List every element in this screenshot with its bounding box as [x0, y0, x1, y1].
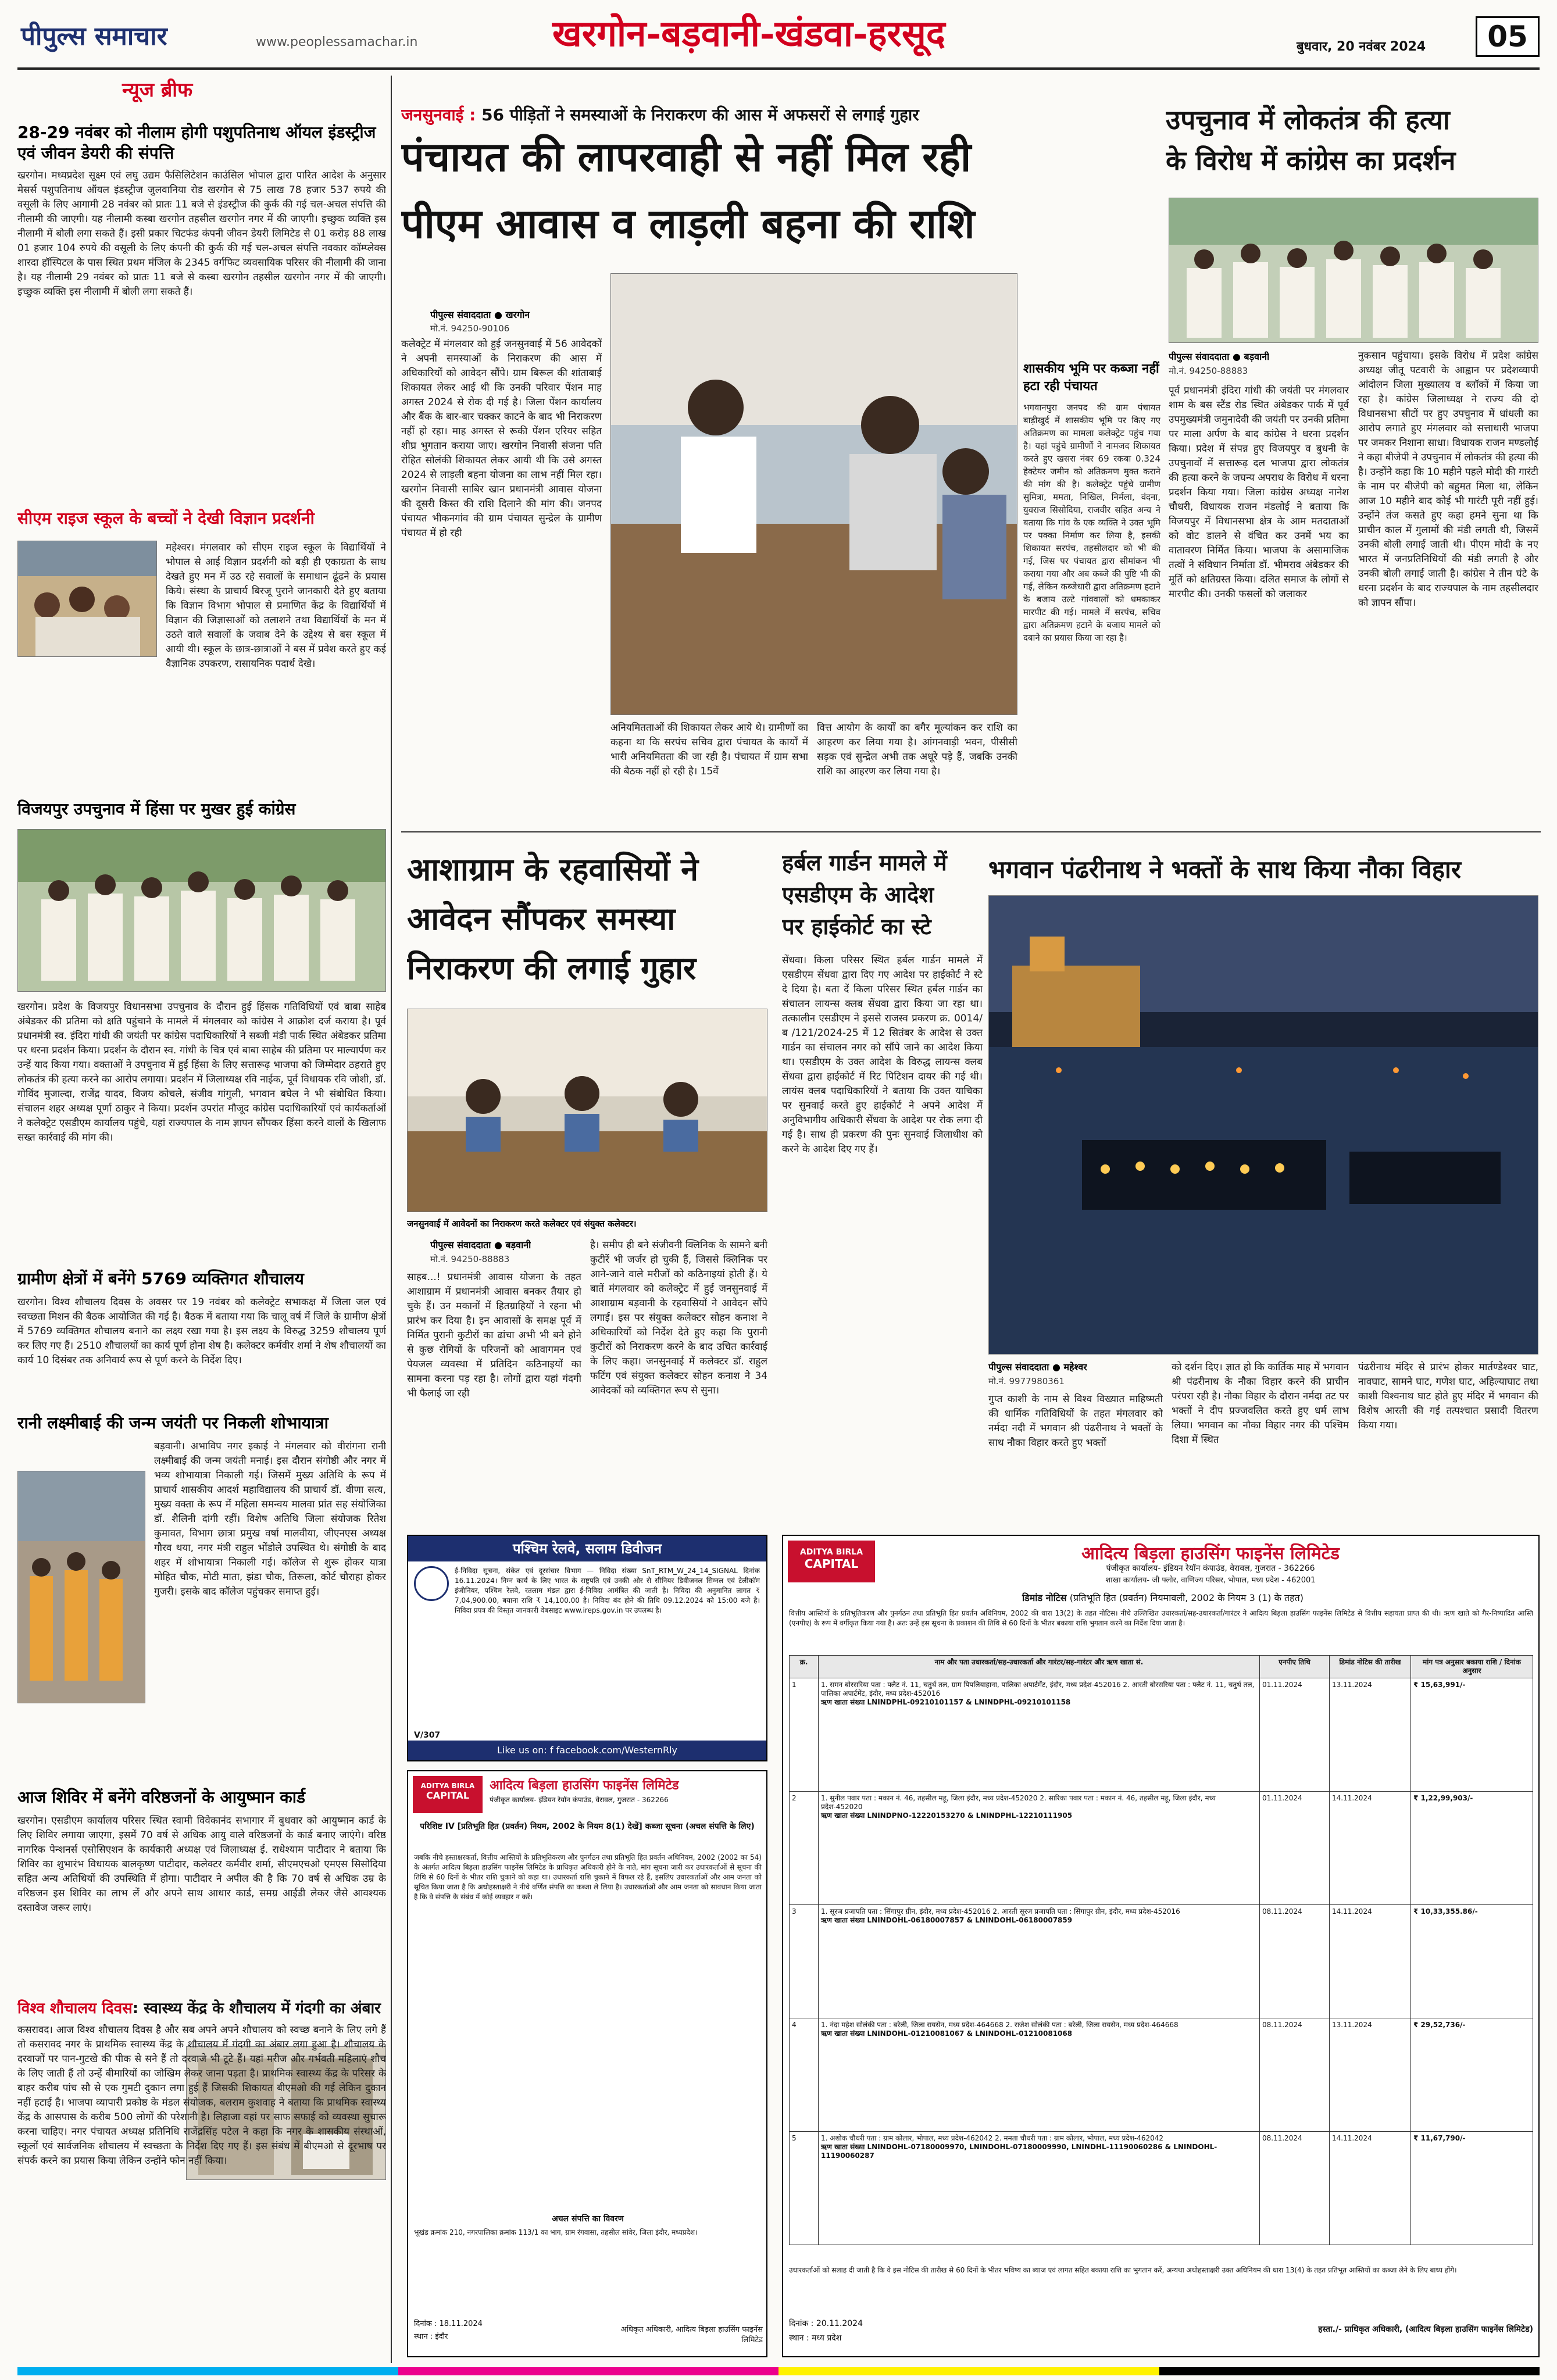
row-npa: 01.11.2024: [1260, 1792, 1330, 1905]
abhfl-big-sub2: शाखा कार्यालय- जी फ्लोर, वाणिज्य परिसर, भोपाल, मध्य प्रदेश - 462001: [1105, 1576, 1316, 1585]
row-notice-date: 14.11.2024: [1330, 2132, 1411, 2245]
brief-1-title: 28-29 नवंबर को नीलाम होगी पशुपतिनाथ ऑयल इंडस्ट्रीज एवं जीवन डेयरी की संपत्ति: [17, 123, 376, 163]
row-name: [819, 1792, 1260, 1905]
ashagram-headline-1: आशाग्राम के रहवासियों ने: [407, 850, 699, 888]
railway-code: V/307: [414, 1731, 441, 1740]
row-loan: ऋण खाता संख्या LNINDPNO-12220153270 & LNINDPHL-12210111905: [821, 1811, 1073, 1820]
row-no: 2: [790, 1792, 819, 1905]
abhfl-small-date: दिनांक : 18.11.2024: [414, 2320, 483, 2328]
herbal-body: सेंधवा। किला परिसर स्थित हर्बल गार्डन मामले में एसडीएम सेंधवा द्वारा दिए गए आदेश पर हाईकोर्ट ने स्टे दे दिया है। बता दें किला परिसर स्थित हर्बल गार्डन का संचालन लायन्स क्लब सेंधवा द्वारा किया जा रहा था। तत्कालीन एसडीएम ने इससे राजस्व प्रकरण क्र. 0014/ब /121/2024-25 में 12 सितंबर के आदेश से उक्त गार्डन का संचालन नगर को सौंपे जाने का आदेश किया था। एसडीएम के उक्त आदेश के विरुद्ध लायन्स क्लब सेंधवा द्वारा हाईकोर्ट में रिट पिटिशन दायर की गई थी। लायंस क्लब पदाधिकारियों ने बताया कि उक्त याचिका पर सुनवाई करते हुए हाईकोर्ट ने अपने आदेश में अनुविभागीय अधिकारी सेंधवा के आदेश पर रोक लगा दी गई है। साथ ही प्रकरण की पुनः सुनवाई जिलाधीश को करने के आदेश दिए गए हैं।: [782, 955, 983, 1155]
brief-3-body: खरगोन। प्रदेश के विजयपुर विधानसभा उपचुनाव के दौरान हुई हिंसक गतिविधियों एवं बाबा साहेब अंबेडकर की प्रतिमा को क्षति पहुंचाने के मामले में मंगलवार को कांग्रेस ने आक्रोश दर्ज कराया है। पूर्व प्रधानमंत्री स्व. इंदिरा गांधी की जयंती पर कांग्रेस पदाधिकारियों ने सब्जी मंडी पार्क स्थित अंबेडकर प्रतिमा पर धरना प्रदर्शन किया। प्रदर्शन के दौरान स्व. गांधी के चित्र एवं बाबा साहेब की प्रतिमा पर माल्यार्पण कर उन्हें याद किया गया। वक्ताओं ने उपचुनाव में हुई हिंसा के लिए सत्तारूढ़ भाजपा को जिम्मेदार ठहराते हुए लोकतंत्र की हत्या करने का आरोप लगाया। प्रदर्शन में जिलाध्यक्ष रवि नाईक, पूर्व विधायक रवि जोशी, डॉ. गोविंद मुजाल्दा, राजेंद्र यादव, विजय कोचले, संजीव गांगुली, भगवान बघेल ने भी संबोधित किया। संचालन शहर अध्यक्ष पूर्णा ठाकुर ने किया। प्रदर्शन उपरांत मौजूद कांग्रेस पदाधिकारियों एवं कार्यकर्ताओं ने कलेक्ट्रेट एसडीएम कार्यालय पहुंचे, यहां राज्यपाल के नाम ज्ञापन सौंपकर हिंसा करने वालों के खिलाफ सख्त कार्रवाई की मांग की।: [17, 1001, 386, 1143]
row-notice-date: 14.11.2024: [1330, 1905, 1411, 2018]
brief-5-body: बड़वानी। अभाविप नगर इकाई ने मंगलवार को वीरांगना रानी लक्ष्मीबाई की जन्म जयंती मनाई। इस दौरान संगोष्ठी और नगर में भव्य शोभायात्रा निकाली गई। जिसमें मुख्य अतिथि के रूप में प्राचार्य शासकीय आदर्श महाविद्यालय की प्राचार्य डॉ. वीणा सत्य, मुख्य वक्ता के रूप में महिला समन्वय मालवा प्रांत सह संयोजिका डॉ. शैलिनी दांगी रहीं। विशेष अतिथि जिला संयोजक रितेश कुमावत, विभाग छात्रा प्रमुख वर्षा मालवीया, जीएनएस अध्यक्ष गौरव थया, नगर मंत्री राहुल भोंडोले उपस्थित थे। संगोष्ठी के बाद शहर में शोभायात्रा निकाली गई। कॉलेज से शुरू होकर यात्रा मोहित चौक, मोटी माता, झंडा चौक, तिरूला, कोर्ट चौराहा होकर गुजरी। इसके बाद कॉलेज पहुंचकर समाप्त हुई।: [154, 1441, 386, 1598]
night-river-illustration: [989, 896, 1538, 1355]
abhfl-small-sign: अधिकृत अधिकारी, आदित्य बिड़ला हाउसिंग फाइनेंस लिमिटेड: [620, 2325, 763, 2345]
masthead-rule: [17, 67, 1540, 70]
row-borrowers: 1. सुनील पवार पता : मकान नं. 46, तहसील महू, जिला इंदौर, मध्य प्रदेश-452020 2. सारिका पवार पता : मकान नं. 46, तहसील महू, जिला इंदौर, मध्य प्रदेश-452020: [821, 1794, 1216, 1811]
cmyk-yellow: [779, 2367, 1159, 2375]
col-sr: क्र.: [790, 1656, 819, 1678]
cmyk-black: [1159, 2367, 1540, 2375]
row-no: 5: [790, 2132, 819, 2245]
protest-illustration: [18, 830, 386, 992]
row-borrowers: 1. अशोक चौधरी पता : ग्राम कोलार, भोपाल, मध्य प्रदेश-462042 2. ममता चौधरी पता : ग्राम कोलार, भोपाल, मध्य प्रदेश-462042: [821, 2134, 1164, 2142]
row-no: 3: [790, 1905, 819, 2018]
procession-illustration: [18, 1471, 145, 1703]
abhfl-big-sub: पंजीकृत कार्यालय- इंडियन रेयॉन कंपाउंड, वेरावल, गुजरात - 362266: [1106, 1564, 1315, 1573]
row-loan: ऋण खाता संख्या LNINDOHL-07180009970, LNINDOHL-07180009990, LNINDHL-11190060286 & LNINDOHL-11190060287: [821, 2143, 1217, 2160]
side-body: भगवानपुरा जनपद की ग्राम पंचायत बाड़ीखुर्द में शासकीय भूमि पर किए गए अतिक्रमण का मामला कलेक्ट्रेट पहुंच गया है। यहां पहुंचे ग्रामीणों ने नामजद शिकायत करते हुए खसरा नंबर 69 रकबा 0.324 हेक्टेयर जमीन को अतिक्रमण मुक्त कराने की मांग की है। कलेक्ट्रेट पहुंचे ग्रामीण सुमित्रा, ममता, निखिल, निर्मला, वंदना, युवराज सिसोदिया, राजवीर सहित अन्य ने बताया कि गांव के एक व्यक्ति ने उक्त भूमि पर पक्का निर्माण कर लिया है, इसकी शिकायत सरपंच, तहसीलदार को भी की गई, जिस पर पंचायत द्वारा सीमांकन भी कराया गया और अब कब्जे की पुष्टि भी की गई, लेकिन कब्जेधारी द्वारा अतिक्रमण हटाने के बजाय उल्टे गांववालों को धमकाकर मारपीट की गई। मामले में सरपंच, सचिव द्वारा अतिक्रमण हटाने के बजाय मामले को दबाने का प्रयास किया जा रहा है।: [1023, 402, 1160, 643]
row-npa: 01.11.2024: [1260, 1678, 1330, 1792]
brief-5-title: रानी लक्ष्मीबाई की जन्म जयंती पर निकली शोभायात्रा: [17, 1413, 328, 1432]
row-notice-date: 13.11.2024: [1330, 1678, 1411, 1792]
row-amount: ₹ 29,52,736/-: [1411, 2018, 1533, 2132]
abhfl-big-title: आदित्य बिड़ला हाउसिंग फाइनेंस लिमिटेड: [1081, 1543, 1340, 1564]
ashagram-mobile: मो.नं. 94250-88883: [430, 1254, 510, 1264]
table-row: [790, 2132, 1533, 2245]
abhfl-big-logo: [788, 1541, 875, 1582]
row-npa: 08.11.2024: [1260, 1905, 1330, 2018]
ashagram-caption: जनसुनवाई में आवेदनों का निराकरण करते कलेक्टर एवं संयुक्त कलेक्टर।: [407, 1218, 637, 1229]
boat-col-2: को दर्शन दिए। ज्ञात हो कि कार्तिक माह में भगवान श्री पंढरीनाथ के नौका विहार करने की प्राचीन परंपरा रही है। नौका विहार के दौरान नर्मदा तट पर भक्तों ने दीप प्रज्जवलित करते हुए धर्म लाभ लिया। भगवान का नौका विहार नगर की पश्चिम दिशा में स्थित: [1172, 1361, 1349, 1446]
lead-col-3: वित्त आयोग के कार्यों का बगैर मूल्यांकन कर राशि का आहरण कर लिया गया है। आंगनवाड़ी भवन, पीसीसी सड़क एवं सुन्द्रेल अभी तक अधूरे पड़े हैं, जबकि उनकी राशि का आहरण कर लिया गया है।: [817, 722, 1017, 777]
row-borrowers: 1. समन बोरसरिया पता : फ्लैट नं. 11, चतुर्थ तल, ग्राम पिपलियाहाना, पालिका अपार्टमेंट, इंदौर, मध्य प्रदेश-452016 2. आरती बोरसरिया पता : फ्लैट नं. 11, चतुर्थ तल, पालिका अपार्टमेंट, इंदौर, मध्य प्रदेश-452016: [821, 1681, 1255, 1698]
abhfl-small-logo: [413, 1776, 483, 1813]
boat-headline: भगवान पंढरीनाथ ने भक्तों के साथ किया नौका विहार: [988, 855, 1462, 884]
site-url: www.peoplessamachar.in: [256, 35, 418, 49]
col-amount: मांग पत्र अनुसार बकाया राशि / दिनांक अनुसार: [1411, 1656, 1533, 1678]
row-name: [819, 2132, 1260, 2245]
print-color-bar: [17, 2367, 1540, 2375]
brief-7-title: [17, 1999, 386, 2018]
lead-col-1: कलेक्ट्रेट में मंगलवार को हुई जनसुनवाई में 56 आवेदकों ने अपनी समस्याओं के निराकरण की आस में अधिकारियों को आवेदन सौंपे। ग्राम बिरूल की शांताबाई शिकायत लेकर आई थी कि उनकी परिवार पेंशन माह अगस्त 2024 से रोक दी गई है। जिला पेंशन कार्यालय और बैंक के बार-बार चक्कर काटने के बाद भी निराकरण नहीं हो रहा। माह अगस्त से रूकी पेंशन एरियर सहित शीघ्र भुगतान कराया जाए। खरगोन निवासी संजना पति रोहित सोलंकी शिकायत लेकर आयी थी कि उसे अगस्त 2024 से लाड़ली बहना योजना का लाभ नहीं मिल रहा। खरगोन निवासी साबिर खान प्रधानमंत्री आवास योजना की दूसरी किस्त की राशि दिलाने की मांग की। जनपद पंचायत भीकनगांव की ग्राम पंचायत सुन्द्रेल के ग्रामीण पंचायत में हो रही: [401, 338, 602, 539]
table-row: [790, 1792, 1533, 1905]
congress-byline: पीपुल्स संवाददाता ● बड़वानी: [1169, 351, 1270, 362]
row-loan: ऋण खाता संख्या LNINDOHL-01210081067 & LNINDOHL-01210081068: [821, 2029, 1073, 2038]
abhfl-small-property-title: अचल संपत्ति का विवरण: [552, 2214, 624, 2224]
table-row: [790, 2018, 1533, 2132]
abhfl-small-logo-line2: CAPITAL: [426, 1790, 470, 1801]
congress-dharna-photo: [1169, 198, 1538, 343]
abhfl-small-body: जबकि नीचे हस्ताक्षरकर्ता, वित्तीय आस्तियों के प्रतिभूतिकरण और पुनर्गठन तथा प्रतिभूति हित प्रवर्तन अधिनियम, 2002 (2002 का 54) के अंतर्गत आदित्य बिड़ला हाउसिंग फाइनेंस लिमिटेड के प्राधिकृत अधिकारी होने के नाते, मांग सूचना जारी कर उधारकर्ताओं से सूचना की तिथि से 60 दिनों के भीतर राशि चुकाने को कहा था। उधारकर्ता राशि चुकाने में विफल रहे हैं, इसलिए उधारकर्ताओं और आम जनता को सूचित किया जाता है कि अधोहस्ताक्षरी ने नीचे वर्णित संपत्ति का कब्जा ले लिया है। उधारकर्ताओं और आम जनता को सावधान किया जाता है कि वे संपत्ति के संबंध में कोई व्यवहार न करें।: [414, 1853, 762, 1901]
abhfl-big-logo-line2: CAPITAL: [804, 1557, 859, 1571]
page-number: 05: [1476, 16, 1540, 57]
row-borrowers: 1. नंदा महेश सोलंकी पता : बरेली, जिला रायसेन, मध्य प्रदेश-464668 2. राजेश सोलंकी पता : बरेली, जिला रायसेन, मध्य प्रदेश-464668: [821, 2021, 1179, 2029]
brief-4-body: खरगोन। विश्व शौचालय दिवस के अवसर पर 19 नवंबर को कलेक्ट्रेट सभाकक्ष में जिला जल एवं स्वच्छता मिशन की बैठक आयोजित की गई है। बैठक में बताया गया कि चालू वर्ष में जिले के ग्रामीण क्षेत्रों में 5769 व्यक्तिगत शौचालय बनाने का लक्ष्य रखा गया है। इस लक्ष्य के विरुद्ध 3259 शौचालय पूर्ण कर लिए गए हैं। 2510 शौचालयों का कार्य पूर्ण होना शेष है। कलेक्टर कर्मवीर शर्मा ने शेष शौचालयों का कार्य 10 दिसंबर तक अनिवार्य रूप से पूर्ण करने के निर्देश दिए।: [17, 1296, 386, 1366]
row-amount: ₹ 1,22,99,903/-: [1411, 1792, 1533, 1905]
lead-kicker: [401, 103, 1151, 126]
ashagram-headline-2: आवेदन सौंपकर समस्या: [407, 900, 676, 937]
issue-date: बुधवार, 20 नवंबर 2024: [1297, 40, 1426, 54]
col-name: नाम और पता उधारकर्ता/सह-उधारकर्ता और गारंटर/सह-गारंटर और ऋण खाता सं.: [819, 1656, 1260, 1678]
railway-footer: Like us on: f facebook.com/WesternRly: [408, 1741, 766, 1760]
row-no: 4: [790, 2018, 819, 2132]
mid-rule: [401, 831, 1541, 832]
railway-ad: [407, 1535, 767, 1761]
congress-col-2: नुकसान पहुंचाया। इसके विरोध में प्रदेश कांग्रेस अध्यक्ष जीतू पटवारी के आह्वान पर प्रदेशव्यापी आंदोलन जिला मुख्यालय व ब्लॉकों में किया जा रहा है। कांग्रेस जिलाध्यक्ष ने राज्य की दो विधानसभा सीटों पर हुए उपचुनाव में धांधली का आरोप लगाते हुए मंगलवार को सत्ताधारी भाजपा पर जमकर निशाना साधा। विधायक राजन मण्डलोई ने कहा बीजेपी ने उपचुनाव में लोकतंत्र की हत्या की है। उन्होंने कहा कि 10 महीने पहले मोदी की गारंटी के नाम पर बीजेपी को बहुमत मिला था, लेकिन आज 10 महीने बाद कोई भी गारंटी पूरी नहीं हुई। उन्होंने तंज कसते हुए कहा हमने सुना था कि प्राचीन काल में गुलामों की मंडी लगती थी, जिसमें उनकी बोली लगाई जाती थी। पीएम मोदी के नए भारत में जनप्रतिनिधियों की मंडी लगती है और उनकी बोली लगाई जाती है। कांग्रेस ने तीन घंटे के धरना प्रदर्शन के बाद राज्यपाल के नाम तहसीलदार को ज्ञापन सौंपा।: [1358, 350, 1538, 609]
kicker-label: जनसुनवाई :: [401, 105, 476, 124]
demand-table: [789, 1655, 1533, 2245]
herbal-headline-1: हर्बल गार्डन मामले में: [782, 850, 947, 875]
row-amount: ₹ 11,67,790/-: [1411, 2132, 1533, 2245]
row-name: [819, 2018, 1260, 2132]
abhfl-big-logo-line1: ADITYA BIRLA: [799, 1548, 863, 1557]
row-loan: ऋण खाता संख्या LNINDOHL-06180007857 & LNINDOHL-06180007859: [821, 1916, 1073, 1924]
row-name: [819, 1678, 1260, 1792]
boat-mobile: मो.नं. 9977980361: [988, 1376, 1065, 1386]
ashagram-photo: [407, 1009, 767, 1212]
railway-logo: [414, 1566, 449, 1601]
abhfl-big-intro: वित्तीय आस्तियों के प्रतिभूतिकरण और पुनर्गठन तथा प्रतिभूति हित प्रवर्तन अधिनियम, 2002 की धारा 13(2) के तहत नोटिस। नीचे उल्लिखित उधारकर्ता/सह-उधारकर्ता/गारंटर ने आदित्य बिड़ला हाउसिंग फाइनेंस लिमिटेड से वित्तीय सहायता प्राप्त की थी। ऋण खाते को गैर-निष्पादित आस्ति (एनपीए) के रूप में वर्गीकृत किया गया है। अतः उन्हें इस सूचना के प्रकाशन की तिथि से 60 दिनों के भीतर बकाया राशि भुगतान करने का निर्देश दिया जाता है।: [789, 1609, 1533, 1627]
row-npa: 08.11.2024: [1260, 2132, 1330, 2245]
ashagram-byline: पीपुल्स संवाददाता ● बड़वानी: [430, 1239, 531, 1250]
lead-col-2: अनियमितताओं की शिकायत लेकर आये थे। ग्रामीणों का कहना था कि सरपंच सचिव द्वारा पंचायत के कार्यों में भारी अनियमितता की जा रही है। पंचायत में ग्राम सभा की बैठक नहीं हो रही है। 15वें: [610, 722, 808, 777]
abhfl-big-footer: उधारकर्ताओं को सलाह दी जाती है कि वे इस नोटिस की तारीख से 60 दिनों के भीतर भविष्य का ब्याज एवं लागत सहित बकाया राशि का भुगतान करें, अन्यथा अधोहस्ताक्षरी उक्त अधिनियम की धारा 13(4) के तहत प्रतिभूत आस्तियों का कब्जा लेने के लिए बाध्य होंगे।: [789, 2266, 1457, 2274]
cmyk-magenta: [398, 2367, 779, 2375]
dharna-illustration: [1169, 198, 1538, 343]
exhibition-illustration: [18, 541, 157, 657]
kicker-text: 56 पीड़ितों ने समस्याओं के निराकरण की आस में अफसरों से लगाई गुहार: [481, 105, 919, 124]
side-title: शासकीय भूमि पर कब्जा नहीं हटा रही पंचायत: [1023, 362, 1159, 394]
ashagram-col-1: साहब...! प्रधानमंत्री आवास योजना के तहत आशाग्राम में प्रधानमंत्री आवास बनकर तैयार हो चुके हैं। उन मकानों में हितग्राहियों ने रहना भी प्रारंभ कर दिया है। इन आवासों के समक्ष पूर्व में निर्मित पुरानी कुटीरों का ढांचा अभी भी बने होने से कुछ रोगियों के परिजनों को आवागमन एवं पेयजल व्यवस्था में प्रतिदिन कठिनाइयों का सामना करना पड़ रहा है। लोगों द्वारा यहां गंदगी भी फैलाई जा रही: [407, 1271, 581, 1399]
demand-table-grid: [789, 1655, 1533, 2245]
brief-2-body: महेश्वर। मंगलवार को सीएम राइज स्कूल के विद्यार्थियों ने भोपाल से आई विज्ञान प्रदर्शनी को बड़ी ही एकाग्रता के साथ देखते हुए मन में उठ रहे सवालों के समाधान ढूंढने के प्रयास किये। संस्था के प्राचार्य बिरजू पुराने जानकारी देते हुए बताया कि विज्ञान विभाग भोपाल से प्रमाणित केंद्र के विद्यार्थियों में विज्ञान की जिज्ञासाओं को तलाशने तथा विद्यार्थियों के मन में उठते वाले सवालों के जवाब देने के उद्देश्य से बस स्कूल में आयी थी। स्कूल के छात्र-छात्राओं ने बस में प्रवेश करते हुए कई वैज्ञानिक उपकरण, रासायनिक पदार्थ देखे।: [166, 542, 386, 670]
abhfl-big-date: दिनांक : 20.11.2024: [789, 2319, 863, 2328]
boat-col-1: गुप्त काशी के नाम से विश्व विख्यात माहिष्मती की धार्मिक गतिविधियों के तहत मंगलवार को नर्मदा नदी में भगवान श्री पंढरीनाथ ने भक्तों के साथ नौका विहार करते हुए भक्तों: [988, 1393, 1163, 1449]
masthead: [0, 0, 1557, 70]
news-brief-column: [17, 76, 386, 2363]
brief-2-title: सीएम राइज स्कूल के बच्चों ने देखी विज्ञान प्रदर्शनी: [17, 509, 315, 528]
brief-6-title: आज शिविर में बनेंगे वरिष्ठजनों के आयुष्मान कार्ड: [17, 1788, 306, 1807]
demand-notice-sub: (प्रतिभूति हित (प्रवर्तन) नियमावली, 2002 के नियम 3 (1) के तहत): [1069, 1592, 1304, 1603]
row-name: [819, 1905, 1260, 2018]
railway-header: पश्चिम रेलवे, सलाम डिवीजन: [408, 1536, 766, 1561]
science-exhibition-photo: [17, 541, 157, 657]
abhfl-small-property: भूखंड क्रमांक 210, नगरपालिका क्रमांक 113/1 का भाग, ग्राम रंगवासा, तहसील सांवेर, जिला इंदौर, मध्यप्रदेश।: [414, 2228, 698, 2236]
ashagram-headline-3: निराकरण की लगाई गुहार: [407, 949, 697, 987]
brief-6-body: खरगोन। एसडीएम कार्यालय परिसर स्थित स्वामी विवेकानंद सभागार में बुधवार को आयुष्मान कार्ड के लिए शिविर लगाया जाएगा, इसमें 70 वर्ष से अधिक आयु वाले वरिष्ठजनों के कार्ड बनाए जाएंगे। वरिष्ठ नागरिक पेन्शनर्स एसोसिएशन के कार्यकारी अध्यक्ष एवं जिलाध्यक्ष ई. राधेश्याम पाटीदार ने बताया कि शिविर का शुभारंभ विधायक बालकृष्ण पाटीदार, कलेक्टर कर्मवीर शर्मा, सीएमएचओ एमएस सिसोदिया सहित अन्य अतिथियों की उपस्थिति में होगा। पाटीदार ने अपील की है कि 70 वर्ष से अधिक उम्र के वरिष्ठजन इस शिविर का लाभ लें और अपने साथ आधार कार्ड, समग्र आईडी लेकर जैसे आवश्यक दस्तावेज जरूर लाएं।: [17, 1815, 386, 1914]
railway-body: ई-निविदा सूचना, संकेत एवं दूरसंचार विभाग — निविदा संख्या SnT_RTM_W_24_14_SIGNAL दिनांक 16.11.2024। निम्न कार्य के लिए भारत के राष्ट्रपति एवं उनकी ओर से सीनियर डिवीजनल सिग्नल एवं टेलीकॉम इंजीनियर, पश्चिम रेलवे, रतलाम मंडल द्वारा ई-निविदा आमंत्रित की जाती है। निविदा की अनुमानित लागत ₹ 7,04,900.00, बयाना राशि ₹ 14,100.00 है। निविदा बंद होने की तिथि 09.12.2024 को 15:00 बजे है। निविदा प्रपत्र की विस्तृत जानकारी वेबसाइट www.ireps.gov.in पर उपलब्ध है।: [455, 1567, 760, 1614]
row-amount: ₹ 10,33,355.86/-: [1411, 1905, 1533, 2018]
row-npa: 08.11.2024: [1260, 2018, 1330, 2132]
abhfl-small-sub: पंजीकृत कार्यालय- इंडियन रेयॉन कंपाउंड, वेरावल, गुजरात - 362266: [490, 1796, 669, 1804]
cmyk-cyan: [17, 2367, 398, 2375]
news-brief-label: न्यूज ब्रीफ: [122, 78, 193, 102]
brief-1-body: खरगोन। मध्यप्रदेश सूक्ष्म एवं लघु उद्यम फैसिलिटेशन काउंसिल भोपाल द्वारा पारित आदेश के अनुसार मेसर्स पशुपतिनाथ ऑयल इंडस्ट्रीज जुलवानिया रोड खरगोन से 75 लाख 78 हजार 537 रुपये की वसूली के लिए आगामी 28 नवंबर को प्रातः 11 बजे से इंडस्ट्रीज की कुर्क की गई चल-अचल संपत्ति की नीलामी की जाएगी। यह नीलामी कस्बा खरगोन तहसील खरगोन नगर में की जाएगी। इच्छुक व्यक्ति इस नीलामी में बोली लगा सकते हैं। इसी प्रकार चिटफंड कंपनी जीवन डेयरी लिमिटेड से 01 करोड़ 88 लाख 01 हजार 104 रुपये की वसूली के लिए कंपनी की कुर्क की गई चल-अचल संपत्ति नवकार कॉम्प्लेक्स शारदा हॉस्पिटल के पास स्थित प्रथम मंजिल के 2345 वर्गफिट व्यवसायिक परिसर की नीलामी की जाना है। यह नीलामी 29 नवंबर को प्रातः 11 बजे से कस्बा खरगोन तहसील खरगोन नगर में की जाएगी। इच्छुक व्यक्ति इस नीलामी में बोली लगा सकते हैं।: [17, 170, 386, 298]
side-box: [1023, 360, 1160, 767]
congress-col-1: पूर्व प्रधानमंत्री इंदिरा गांधी की जयंती पर मंगलवार शाम के बस स्टैंड रोड स्थित अंबेडकर पार्क में पूर्व उपमुख्यमंत्री जमुनादेवी की जयंती पर उनकी प्रतिमा पर माला अर्पण के बाद कांग्रेस ने धरना प्रदर्शन किया। प्रदेश में संपन्न हुए विजयपुर व बुधनी के उपचुनावों में सत्तारूढ़ दल भाजपा द्वारा लोकतंत्र की हत्या करने के जघन्य अपराध के विरोध में धरना प्रदर्शन किया गया। जिला कांग्रेस अध्यक्ष नानेश चौधरी, विधायक राजन मंडलोई ने बताया कि विजयपुर में विधानसभा क्षेत्र के आम मतदाताओं को वोट डालने से वंचित कर उनमें भय का वातावरण निर्मित किया। भाजपा के असामाजिक तत्वों ने संविधान निर्माता डॉ. भीमराव अंबेडकर की मूर्ति को क्षतिग्रस्त किया। दलित समाज के लोगों से मारपीट की। उनकी फसलों को जलाकर: [1169, 385, 1349, 600]
row-amount: ₹ 15,63,991/-: [1411, 1678, 1533, 1792]
col-npa: एनपीए तिथि: [1260, 1656, 1330, 1678]
boat-col-3: पंढरीनाथ मंदिर से प्रारंभ होकर मार्तण्डेश्वर घाट, नावघाट, सामने घाट, गणेश घाट, अहिल्याघाट तथा काशी विश्वनाथ घाट होते हुए मंदिर में भगवान की विशेष आरती की गई तत्पश्चात प्रसादी वितरण किया गया।: [1358, 1361, 1538, 1431]
demand-table-header: [790, 1656, 1533, 1678]
boat-photo: [988, 895, 1538, 1355]
col-notice-date: डिमांड नोटिस की तारीख: [1330, 1656, 1411, 1678]
edition-title: खरगोन-बड़वानी-खंडवा-हरसूद: [552, 12, 945, 55]
hearing-illustration: [611, 274, 1017, 715]
table-row: [790, 1678, 1533, 1792]
demand-notice-label: डिमांड नोटिस: [1022, 1592, 1067, 1603]
brief-4-title: ग्रामीण क्षेत्रों में बनेंगे 5769 व्यक्तिगत शौचालय: [17, 1269, 304, 1288]
congress-mobile: मो.नं. 94250-88883: [1169, 366, 1248, 376]
row-notice-date: 13.11.2024: [1330, 2018, 1411, 2132]
row-borrowers: 1. सूरज प्रजापति पता : सिंगापुर ग्रीन, इंदौर, मध्य प्रदेश-452016 2. आरती सूरज प्रजापति पता : सिंगापुर ग्रीन, इंदौर, मध्य प्रदेश-452016: [821, 1907, 1180, 1916]
shobhayatra-photo: [17, 1471, 145, 1703]
herbal-headline-3: पर हाईकोर्ट का स्टे: [782, 914, 931, 939]
congress-headline-1: उपचुनाव में लोकतंत्र की हत्या: [1166, 104, 1450, 135]
lead-headline-2: पीएम आवास व लाड़ली बहना की राशि: [401, 199, 975, 248]
row-no: 1: [790, 1678, 819, 1792]
left-divider: [391, 76, 392, 2363]
ashagram-col-2: है। समीप ही बने संजीवनी क्लिनिक के सामने बनी कुटीरें भी जर्जर हो चुकी हैं, जिससे क्लिनिक पर आने-जाने वाले मरीजों को कठिनाइयां होती हैं। ये बातें मंगलवार को कलेक्ट्रेट में हुई जनसुनवाई में आशाग्राम बड़वानी के रहवासियों ने आवेदन सौंपे लगाई। इस पर संयुक्त कलेक्टर सोहन कनाश ने अधिकारियों को निर्देश देते हुए कहा कि पुरानी कुटीरों को निराकरण करने के बाद उचित कार्रवाई के लिए कहा। जनसुनवाई में कलेक्टर डॉ. राहुल फटिंग एवं संयुक्त कलेक्टर सोहन कनाश ने 34 आवेदकों को व्यक्तिगत रूप से सुना।: [590, 1239, 767, 1396]
abhfl-demand-notice: [782, 1535, 1540, 2357]
brief-7-body: कसरावद। आज विश्व शौचालय दिवस है और सब अपने अपने शौचालय को स्वच्छ बनाने के लिए लगे हैं तो कसरावद नगर के प्राथमिक स्वास्थ्य केंद्र के शौचालय में गंदगी का अंबार लगा हुआ है। शौचालय के दरवाजों पर पान-गुटखे की पीक से सने हैं तो दरवाजे भी टूटे हैं। यहां मरीज और गर्भवती महिलाएं शौच के लिए जाती हैं तो उन्हें बीमारियों का जोखिम लेकर जाना पड़ता है। प्राथमिक स्वास्थ्य केंद्र के परिसर के बाहर करीब पांच सौ से एक गुमटी दुकान लगा हुई हैं जिसकी शिकायत बीएमओ की गई लेकिन दुकान नहीं हटाई है। भाजपा व्यापारी प्रकोष्ठ के मंडल संयोजक, बलराम कुशवाह ने बताया कि प्राथमिक स्वास्थ्य केंद्र के आसपास के करीब 500 लोगों की परेशानी है। लिहाजा वहां पर साफ सफाई को व्यवस्था सुचारू करना चाहिए। नगर पंचायत अध्यक्ष प्रतिनिधि राजेंद्रसिंह पटेल ने कहा कि नगर के शासकीय संस्थाओं, स्कूलों एवं सार्वजनिक शौचालय में स्वच्छता के निर्देश दिए गए हैं। इस संबंध में बीएमओ से दूरभाष पर संपर्क करने का प्रयास किया लेकिन उन्होंने फोन नहीं किया।: [17, 2024, 386, 2167]
table-row: [790, 1905, 1533, 2018]
abhfl-big-place: स्थान : मध्य प्रदेश: [789, 2333, 842, 2343]
congress-protest-photo: [17, 829, 386, 992]
lead-byline: पीपुल्स संवाददाता ● खरगोन: [430, 309, 530, 320]
brand-logo: पीपुल्स समाचार: [21, 22, 167, 51]
row-notice-date: 14.11.2024: [1330, 1792, 1411, 1905]
abhfl-small-title: आदित्य बिड़ला हाउसिंग फाइनेंस लिमिटेड: [490, 1778, 679, 1793]
abhfl-small-place: स्थान : इंदौर: [414, 2332, 448, 2341]
herbal-headline-2: एसडीएम के आदेश: [782, 882, 934, 907]
boat-byline: पीपुल्स संवाददाता ● महेश्वर: [988, 1361, 1087, 1373]
abhfl-big-notice-title: [788, 1591, 1538, 1604]
janta-hearing-photo: [610, 273, 1017, 715]
abhfl-small-ad: [407, 1770, 767, 2357]
lead-mobile: मो.नं. 94250-90106: [430, 323, 510, 334]
abhfl-small-notice: परिशिष्ट IV [प्रतिभूति हित (प्रवर्तन) नियम, 2002 के नियम 8(1) देखें] कब्जा सूचना (अचल संपत्ति के लिए): [420, 1822, 755, 1831]
lead-headline-1: पंचायत की लापरवाही से नहीं मिल रही: [401, 133, 972, 181]
brief-7-headline: : स्वास्थ्य केंद्र के शौचालय में गंदगी का अंबार: [132, 2000, 381, 2017]
row-loan: ऋण खाता संख्या LNINDPHL-09210101157 & LNINDPHL-09210101158: [821, 1698, 1071, 1706]
congress-headline-2: के विरोध में कांग्रेस का प्रदर्शन: [1166, 145, 1456, 176]
brief-7-label: विश्व शौचालय दिवस: [17, 2000, 133, 2017]
abhfl-big-sign: हस्ता./- प्राधिकृत अधिकारी, (आदित्य बिड़ला हाउसिंग फाइनेंस लिमिटेड): [1318, 2325, 1533, 2334]
officials-illustration: [408, 1009, 767, 1212]
abhfl-small-logo-line1: ADITYA BIRLA: [420, 1782, 475, 1790]
brief-3-title: विजयपुर उपचुनाव में हिंसा पर मुखर हुई कांग्रेस: [17, 799, 296, 819]
